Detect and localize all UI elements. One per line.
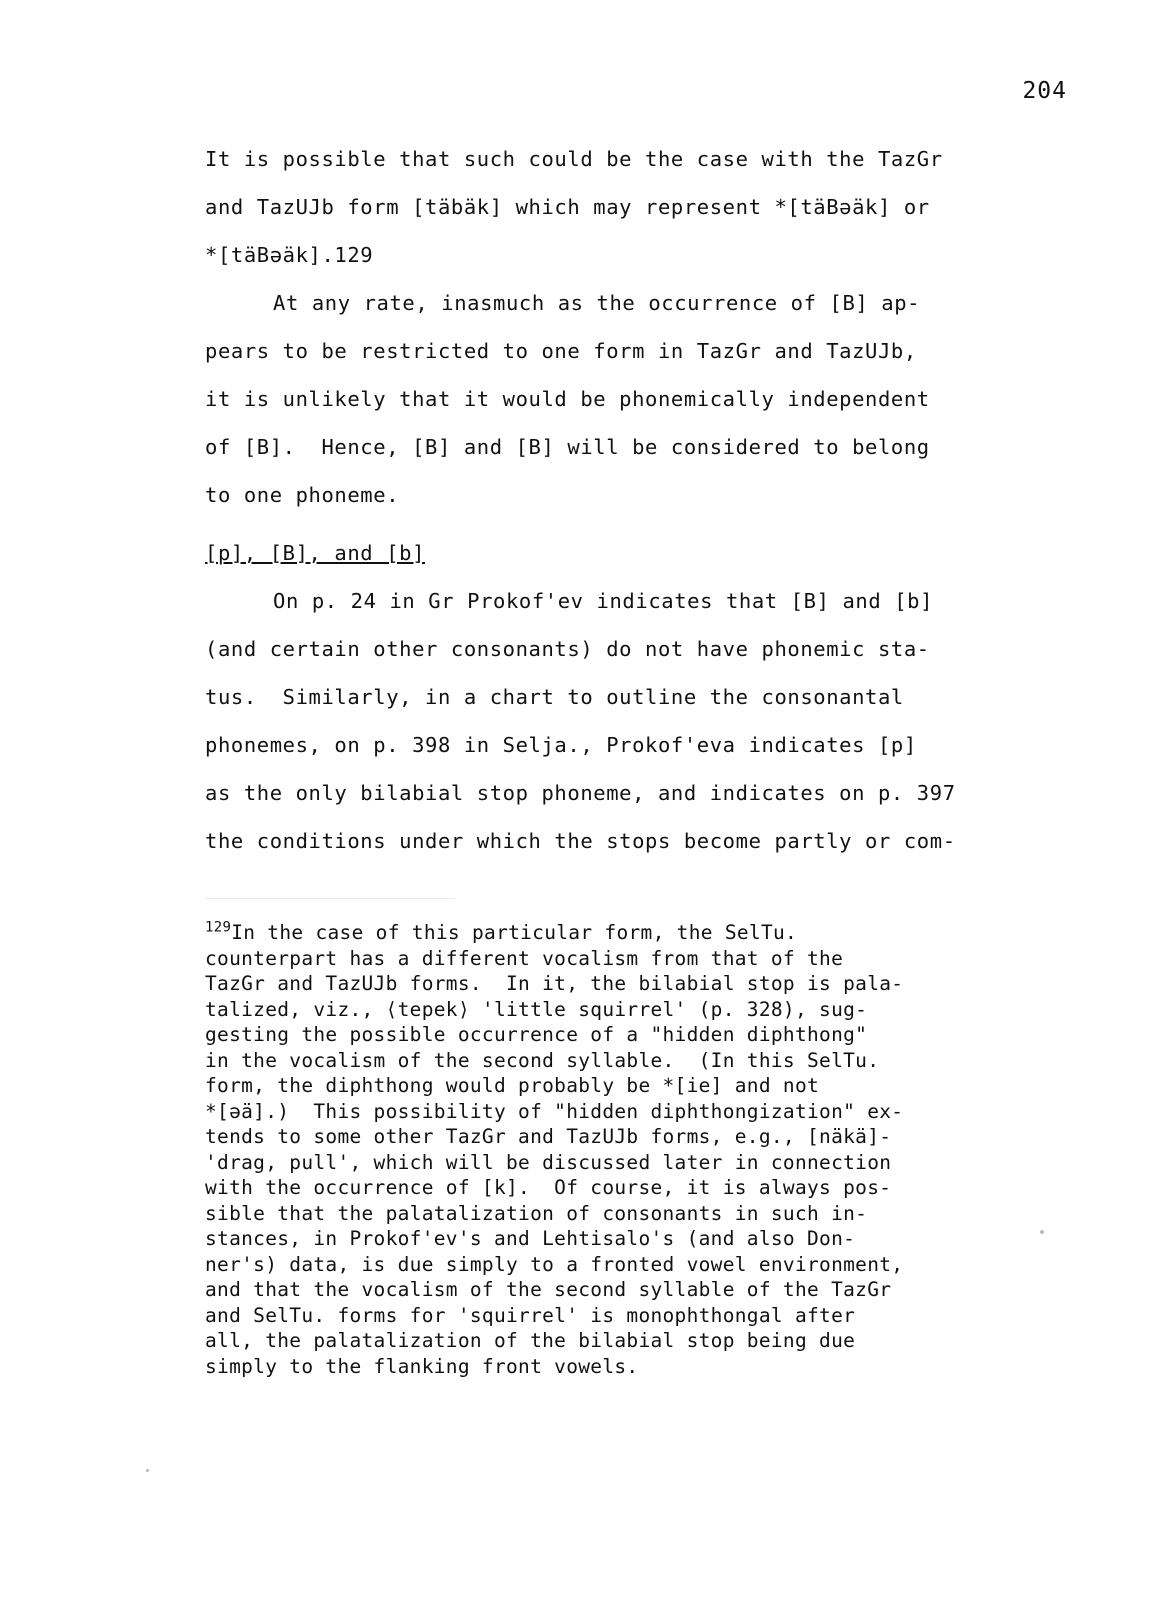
- footnote-line-13: stances, in Prokof'ev's and Lehtisalo's (and also Don-: [205, 1227, 856, 1250]
- footnote-line-17: all, the palatalization of the bilabial stop being due: [205, 1329, 856, 1352]
- footnote-line-18: simply to the flanking front vowels.: [205, 1354, 639, 1378]
- paragraph-2-line-4: of [B]. Hence, [B] and [B] will be considered to belong: [205, 435, 930, 459]
- paragraph-3-line-4: phonemes, on p. 398 in Selja., Prokof'eva indicates [p]: [205, 733, 917, 757]
- paragraph-1-line-2: and TazUJb form [täbäk] which may represent *[täBəäk] or: [205, 195, 930, 219]
- footnote-line-14: ner's) data, is due simply to a fronted vowel environment,: [205, 1252, 904, 1276]
- page-number: 204: [1022, 78, 1067, 104]
- footnote-line-16: and SelTu. forms for 'squirrel' is monophthongal after: [205, 1303, 856, 1327]
- section-heading: [205, 529, 1035, 577]
- footnote-line-1: In the case of this particular form, the SelTu.: [231, 921, 798, 944]
- scan-speck: [1040, 1230, 1044, 1234]
- footnote-marker: 129: [205, 919, 232, 936]
- paragraph-2-line-5: to one phoneme.: [205, 483, 400, 507]
- paragraph-2-line-1: At any rate, inasmuch as the occurrence of [B] ap-: [273, 291, 921, 315]
- paragraph-3-line-3: tus. Similarly, in a chart to outline the consonantal: [205, 685, 904, 709]
- footnote-line-4: talized, viz., ⟨tepek⟩ 'little squirrel' (p. 328), sug-: [205, 997, 868, 1021]
- footnote-line-5: gesting the possible occurrence of a "hidden diphthong": [205, 1023, 868, 1046]
- footnote-line-11: with the occurrence of [k]. Of course, it is always pos-: [205, 1176, 892, 1199]
- paragraph-1: [205, 135, 1035, 279]
- footnote-line-12: sible that the palatalization of consonants in such in-: [205, 1201, 868, 1225]
- body-text: [205, 135, 1035, 865]
- paragraph-1-line-3: *[täBəäk].129: [205, 243, 374, 267]
- paragraph-2-line-3: it is unlikely that it would be phonemically independent: [205, 387, 930, 411]
- paragraph-3-line-2: (and certain other consonants) do not have phonemic sta-: [205, 637, 930, 661]
- footnote-line-7: form, the diphthong would probably be *[ie] and not: [205, 1074, 820, 1097]
- footnote-line-8: *[əä].) This possibility of "hidden diphthongization" ex-: [205, 1099, 904, 1123]
- paragraph-3: [205, 577, 1035, 865]
- footnote-separator: [205, 898, 455, 899]
- footnote-line-3: TazGr and TazUJb forms. In it, the bilabial stop is pala-: [205, 972, 904, 995]
- footnote-line-2: counterpart has a different vocalism from that of the: [205, 946, 844, 970]
- footnote-block: [205, 920, 1025, 1379]
- footnote-line-6: in the vocalism of the second syllable. (In this SelTu.: [205, 1048, 880, 1072]
- paragraph-3-line-5: as the only bilabial stop phoneme, and indicates on p. 397: [205, 781, 956, 805]
- paragraph-2: [205, 279, 1035, 519]
- paragraph-3-line-6: the conditions under which the stops become partly or com-: [205, 829, 956, 853]
- section-heading-label: [p], [B], and [b]: [205, 541, 426, 565]
- footnote-line-15: and that the vocalism of the second syllable of the TazGr: [205, 1278, 892, 1301]
- paragraph-1-line-1: It is possible that such could be the case with the TazGr: [205, 147, 943, 171]
- scan-speck: [146, 1469, 149, 1472]
- paragraph-3-line-1: On p. 24 in Gr Prokof'ev indicates that [B] and [b]: [273, 589, 934, 613]
- footnote-line-9: tends to some other TazGr and TazUJb forms, e.g., [näkä]-: [205, 1125, 892, 1148]
- footnote-line-10: 'drag, pull', which will be discussed later in connection: [205, 1150, 892, 1174]
- paragraph-2-line-2: pears to be restricted to one form in TazGr and TazUJb,: [205, 339, 917, 363]
